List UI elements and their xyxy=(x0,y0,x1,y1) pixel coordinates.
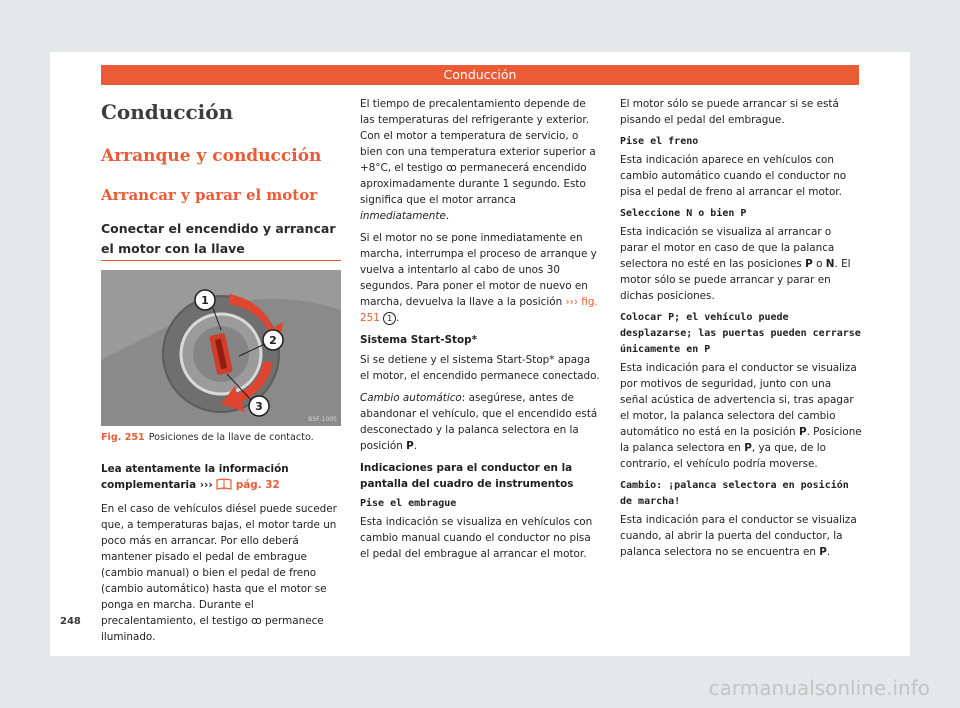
warning-book-icon xyxy=(216,478,232,495)
paragraph: Cambio automático: asegúrese, antes de abandonar el vehículo, que el encendido está desconectado y la palanca selectora en la posición P. xyxy=(360,392,598,452)
paragraph: El motor sólo se puede arrancar si se está pisando el pedal del embrague. xyxy=(620,98,839,126)
topic-title: Conectar el encendido y arrancar el motor con la llave xyxy=(101,221,336,256)
glow-plug-icon: ꝏ xyxy=(251,615,262,627)
paragraph: Esta indicación para el conductor se visualiza cuando, al abrir la puerta del conductor, la palanca selectora no se encuentra en P. xyxy=(620,514,857,558)
glow-plug-icon: ꝏ xyxy=(446,162,457,174)
column-3-body xyxy=(620,96,862,566)
display-message: Colocar P; el vehículo puede desplazarse; las puertas pueden cerrarse únicamente en P xyxy=(620,312,861,355)
lead-paragraph xyxy=(101,461,343,495)
callout-1: 1 xyxy=(201,294,209,307)
paragraph: Esta indicación para el conductor se visualiza por motivos de seguridad, junto con una señal acústica de advertencia si, tras apagar el motor, la palanca selectora del cambio automático no está en la posición P. Posicione la palanca selectora en P, ya que, de lo contrario, el vehículo podría moverse. xyxy=(620,362,862,470)
paragraph: Si se detiene y el sistema Start-Stop* apaga el motor, el encendido permanece conectado. xyxy=(360,354,600,382)
lead-ref-arrows: ››› xyxy=(199,479,213,491)
paragraph: El tiempo de precalentamiento depende de las temperaturas del refrigerante y exterior. Con el motor a temperatura de servicio, o bien con una temperatura exterior superior a +8°C, el testigo ꝏ permanecerá encendido aproximadamente durante 1 segundo. Esto significa que el motor arranca inmediatamente. xyxy=(360,98,596,222)
subheading: Indicaciones para el conductor en la pantalla del cuadro de instrumentos xyxy=(360,462,574,490)
column-2-body xyxy=(360,96,602,568)
page-number: 248 xyxy=(60,616,81,627)
display-message: Pise el embrague xyxy=(360,498,457,509)
watermark: carmanualsonline.info xyxy=(708,676,930,700)
lead-text: Lea atentamente la información complementaria xyxy=(101,463,289,491)
figure-caption-text: Posiciones de la llave de contacto. xyxy=(148,432,314,443)
topic-rule xyxy=(101,260,341,261)
paragraph: Esta indicación se visualiza en vehículos con cambio manual cuando el conductor no pisa el pedal del embrague al arrancar el motor. xyxy=(360,516,593,560)
ignition-key-figure xyxy=(101,270,341,426)
ignition-switch-illustration xyxy=(101,270,341,426)
chapter-title: Conducción xyxy=(101,100,234,124)
display-message: Seleccione N o bien P xyxy=(620,208,747,219)
subheading: Sistema Start-Stop* xyxy=(360,334,478,346)
callout-2: 2 xyxy=(269,334,277,347)
figure-label: Fig. 251 xyxy=(101,432,145,443)
running-header: Conducción xyxy=(101,65,859,85)
callout-3: 3 xyxy=(255,400,263,413)
subsection-title: Arrancar y parar el motor xyxy=(101,186,318,204)
display-message: Cambio: ¡palanca selectora en posición de marcha! xyxy=(620,480,849,507)
page-link[interactable]: pág. 32 xyxy=(235,479,280,491)
position-number: 1 xyxy=(383,312,396,325)
figure-code: B5F-1005 xyxy=(308,416,337,423)
display-message: Pise el freno xyxy=(620,136,699,147)
paragraph: Esta indicación se visualiza al arrancar o parar el motor en caso de que la palanca selectora no esté en las posiciones P o N. El motor sólo se puede arrancar y parar en dichas posiciones. xyxy=(620,226,851,302)
figure-link[interactable]: ››› fig. 251 xyxy=(360,296,598,324)
paragraph: Esta indicación aparece en vehículos con cambio automático cuando el conductor no pisa el pedal de freno al arrancar el motor. xyxy=(620,154,847,198)
figure-caption xyxy=(101,432,314,443)
section-title: Arranque y conducción xyxy=(101,146,322,166)
paragraph: Si el motor no se pone inmediatamente en marcha, interrumpa el proceso de arranque y vuelva a intentarlo al cabo de unos 30 segundos. Para poner el motor de nuevo en marcha, devuelva la llave a la posición ››› fig. 251 1 . xyxy=(360,232,598,324)
paragraph: En el caso de vehículos diésel puede suceder que, a temperaturas bajas, el motor tarde un poco más en arrancar. Por ello deberá mantener pisado el pedal de embrague (cambio manual) o bien el pedal de freno (cambio automático) hasta que el motor se ponga en marcha. Durante el precalentamiento, el testigo ꝏ permanece iluminado. xyxy=(101,503,337,643)
column-1-body xyxy=(101,461,343,651)
